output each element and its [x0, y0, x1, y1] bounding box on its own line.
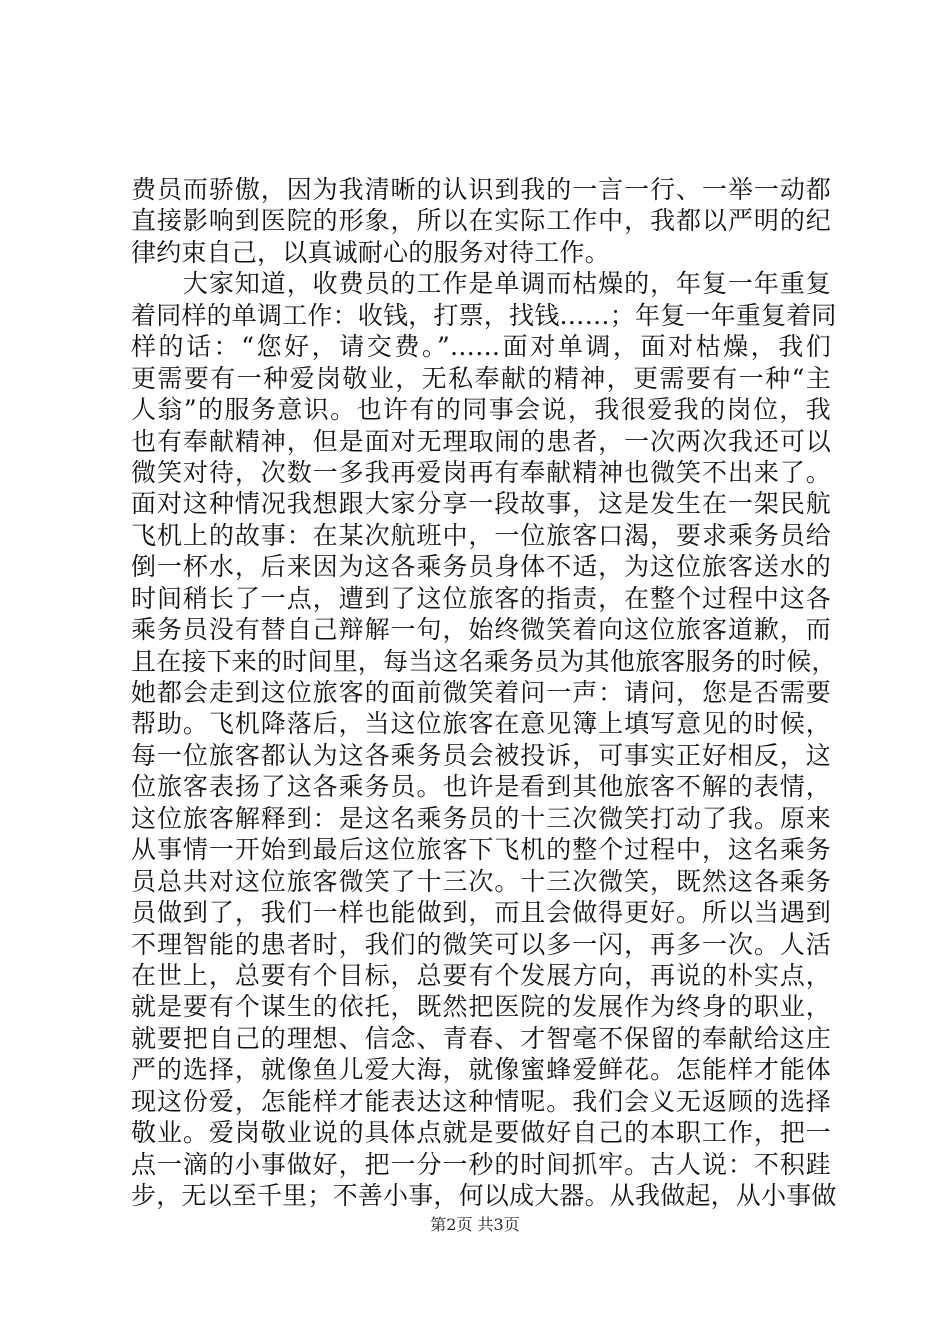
text-line: 更需要有一种爱岗敬业，无私奉献的精神，更需要有一种“主 [131, 363, 831, 393]
text-line: 点一滴的小事做好，把一分一秒的时间抓牢。古人说：不积跬 [131, 1149, 831, 1179]
text-line: 倒一杯水，后来因为这各乘务员身体不适，为这位旅客送水的 [131, 552, 831, 582]
text-line: 人翁”的服务意识。也许有的同事会说，我很爱我的岗位，我 [131, 395, 831, 425]
text-line: 员总共对这位旅客微笑了十三次。十三次微笑，既然这各乘务 [131, 866, 831, 896]
text-line: 乘务员没有替自己辩解一句，始终微笑着向这位旅客道歉，而 [131, 615, 831, 645]
document-body [131, 174, 837, 1211]
text-line: 在世上，总要有个目标，总要有个发展方向，再说的朴实点， [131, 960, 831, 990]
text-line: 每一位旅客都认为这各乘务员会被投诉，可事实正好相反，这 [131, 740, 831, 770]
text-line: 帮助。飞机降落后，当这位旅客在意见簿上填写意见的时候， [131, 709, 831, 739]
text-line: 也有奉献精神，但是面对无理取闹的患者，一次两次我还可以 [131, 426, 831, 456]
text-line: 费员而骄傲，因为我清晰的认识到我的一言一行、一举一动都 [131, 175, 831, 204]
text-line: 着同样的单调工作：收钱，打票，找钱……；年复一年重复着同 [131, 300, 837, 330]
text-line: 现这份爱，怎能样才能表达这种情呢。我们会义无返顾的选择 [131, 1086, 831, 1116]
text-line: 敬业。爱岗敬业说的具体点就是要做好自己的本职工作，把一 [131, 1118, 831, 1148]
text-line: 从事情一开始到最后这位旅客下飞机的整个过程中，这名乘务 [131, 835, 831, 865]
text-line: 步，无以至千里；不善小事，何以成大器。从我做起，从小事做 [131, 1181, 837, 1210]
text-line: 这位旅客解释到：是这名乘务员的十三次微笑打动了我。原来 [131, 803, 831, 833]
text-line: 就要把自己的理想、信念、青春、才智毫不保留的奉献给这庄 [131, 1023, 831, 1053]
text-line: 且在接下来的时间里，每当这名乘务员为其他旅客服务的时候， [131, 646, 837, 676]
text-line: 样的话：“您好，请交费。”……面对单调，面对枯燥，我们 [131, 332, 831, 362]
page-footer: 第2页 共3页 [430, 1215, 520, 1234]
text-line: 她都会走到这位旅客的面前微笑着问一声：请问，您是否需要 [131, 678, 831, 707]
text-line: 位旅客表扬了这各乘务员。也许是看到其他旅客不解的表情， [131, 772, 831, 802]
text-line: 律约束自己，以真诚耐心的服务对待工作。 [131, 237, 610, 267]
text-line: 严的选择，就像鱼儿爱大海，就像蜜蜂爱鲜花。怎能样才能体 [131, 1055, 831, 1085]
text-line: 直接影响到医院的形象，所以在实际工作中，我都以严明的纪 [131, 206, 831, 236]
text-line: 不理智能的患者时，我们的微笑可以多一闪，再多一次。人活 [131, 929, 831, 959]
text-line: 大家知道，收费员的工作是单调而枯燥的，年复一年重复 [131, 269, 831, 299]
text-line: 员做到了，我们一样也能做到，而且会做得更好。所以当遇到 [131, 898, 831, 928]
text-line: 面对这种情况我想跟大家分享一段故事，这是发生在一架民航 [131, 489, 831, 519]
text-line: 飞机上的故事：在某次航班中，一位旅客口渴，要求乘务员给 [131, 520, 831, 550]
text-line: 微笑对待，次数一多我再爱岗再有奉献精神也微笑不出来了。 [131, 457, 831, 487]
text-line: 就是要有个谋生的依托，既然把医院的发展作为终身的职业， [131, 992, 831, 1022]
text-line: 时间稍长了一点，遭到了这位旅客的指责，在整个过程中这各 [131, 583, 831, 613]
